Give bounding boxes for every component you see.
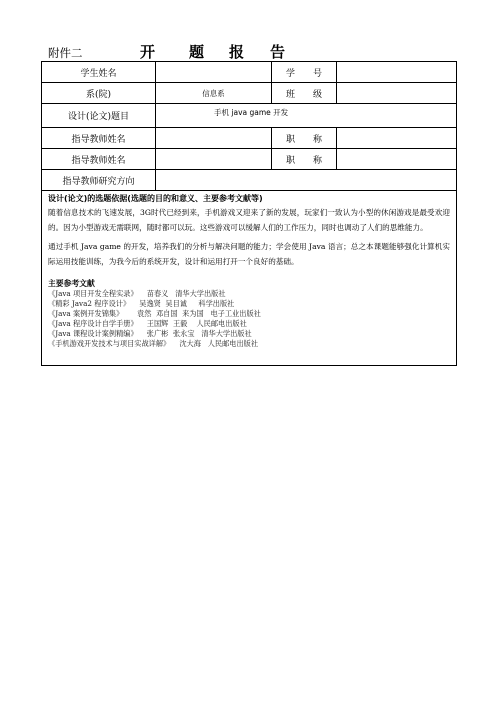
paragraph-1: 随着信息技术的飞速发展，3G时代已经到来，手机游戏又迎来了新的发展，玩家们一致认为小型的休闲游戏是最受欢迎的。因为小型游戏无需联网，随时都可以玩。这些游戏可以缓解人们的工作压力，同时也调动了人们的思维能力。 xyxy=(48,208,450,232)
row-student xyxy=(42,62,457,83)
advisor-2-value xyxy=(156,149,272,170)
paragraph-2: 通过手机 Java game 的开发，培养我们的分析与解决问题的能力；学会使用 Java 语言；总之本课题能够强化计算机实际运用技能训练，为我今后的系统开发，设计和运用打开一个良好的基础。 xyxy=(48,242,450,266)
title-char-3: 报 xyxy=(229,43,245,61)
reference-item: 《Java 程序设计自学手册》 王国辉 王毅 人民邮电出版社 xyxy=(48,319,247,328)
research-direction-value xyxy=(156,170,457,191)
research-direction-label: 指导教师研究方向 xyxy=(42,170,156,191)
advisor-2-title-label: 职 称 xyxy=(272,149,337,170)
class-value xyxy=(337,83,457,104)
attachment-label: 附件二 xyxy=(48,46,83,60)
topic-basis-cell xyxy=(42,191,457,366)
proposal-form-table xyxy=(41,61,457,366)
advisor-1-title-value xyxy=(337,128,457,149)
row-advisor-1 xyxy=(42,128,457,149)
student-id-label: 学 号 xyxy=(272,62,337,83)
row-topic xyxy=(42,104,457,128)
student-name-label: 学生姓名 xyxy=(42,62,156,83)
class-label: 班 级 xyxy=(272,83,337,104)
department-label: 系(院) xyxy=(42,83,156,104)
row-research-direction xyxy=(42,170,457,191)
topic-label: 设计(论文)题目 xyxy=(42,104,156,128)
reference-item: 《Java 课程设计案例精编》 张广彬 张永宝 清华大学出版社 xyxy=(48,329,252,338)
student-id-value xyxy=(337,62,457,83)
title-char-1: 开 xyxy=(140,43,156,61)
advisor-1-value xyxy=(156,128,272,149)
advisor-1-title-label: 职 称 xyxy=(272,128,337,149)
row-department xyxy=(42,83,457,104)
topic-value: 手机 java game 开发 xyxy=(156,104,457,128)
reference-item: 《精彩 Java2 程序设计》 吴逸贤 吴目诚 科学出版社 xyxy=(48,299,235,308)
advisor-2-label: 指导教师姓名 xyxy=(42,149,156,170)
section-title: 设计(论文)的选题依据(选题的目的和意义、主要参考文献等) xyxy=(48,194,263,203)
title-char-2: 题 xyxy=(189,43,205,61)
title-char-4: 告 xyxy=(270,43,286,61)
row-content xyxy=(42,191,457,366)
references-title: 主要参考文献 xyxy=(48,279,95,288)
document-header xyxy=(48,44,468,62)
advisor-2-title-value xyxy=(337,149,457,170)
advisor-1-label: 指导教师姓名 xyxy=(42,128,156,149)
student-name-value xyxy=(156,62,272,83)
reference-item: 《手机游戏开发技术与项目实战详解》 沈大海 人民邮电出版社 xyxy=(48,339,259,348)
reference-item: 《Java 案例开发锦集》 袁然 邓自国 来为国 电子工业出版社 xyxy=(48,309,261,318)
department-value: 信息系 xyxy=(156,83,272,104)
row-advisor-2 xyxy=(42,149,457,170)
reference-item: 《Java 项目开发全程实录》 苗春义 清华大学出版社 xyxy=(48,289,226,298)
